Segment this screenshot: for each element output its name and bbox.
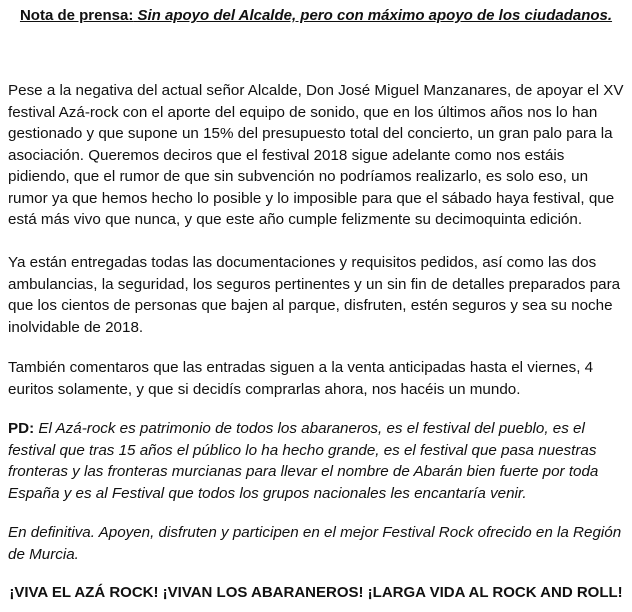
paragraph-conclusion: En definitiva. Apoyen, disfruten y participen en el mejor Festival Rock ofrecido en la Región de Murcia. [8,524,622,563]
postscript-label: PD: [8,420,35,437]
postscript-text: El Azá-rock es patrimonio de todos los abaraneros, es el festival del pueblo, es el festival que tras 15 años el público lo ha hecho grande, es el festival que pasa nuestras fronteras y las fronteras murcianas para llevar el nombre de Abarán bien fuerte por toda España y es al Festival que todos los grupos nacionales les encantaría venir. [8,420,599,502]
document-title [0,6,632,26]
title-subtitle: Sin apoyo del Alcalde, pero con máximo apoyo de los ciudadanos. [137,7,613,24]
paragraph-requirements: Ya están entregadas todas las documentaciones y requisitos pedidos, así como las dos ambulancias, la seguridad, los seguros pertinentes y un sin fin de detalles preparados para que los cientos de personas que bajen al parque, disfruten, estén seguros y sea su noche inolvidable de 2018. [8,254,621,336]
title-label: Nota de prensa: [19,7,134,24]
paragraph-tickets: También comentaros que las entradas siguen a la venta anticipadas hasta el viernes, 4 euritos solamente, y que si decidís comprarlas ahora, nos hacéis un mundo. [8,359,594,398]
closing-slogan: ¡VIVA EL AZÁ ROCK! ¡VIVAN LOS ABARANEROS! ¡LARGA VIDA AL ROCK AND ROLL! [9,584,623,601]
paragraph-funding: Pese a la negativa del actual señor Alcalde, Don José Miguel Manzanares, de apoyar el XV festival Azá-rock con el aporte del equipo de sonido, que en los últimos años nos lo han gestionado y que supone un 15% del presupuesto total del concierto, un gran palo para la asociación. Queremos deciros que el festival 2018 sigue adelante como nos estáis pidiendo, que el rumor de que sin subvención no podríamos realizarlo, es solo eso, un rumor ya que hemos hecho lo posible y lo imposible para que el sábado haya festival, que está más vivo que nunca, y que este año cumple felizmente su decimoquinta edición. [8,82,624,228]
paragraph-postscript [8,418,626,504]
